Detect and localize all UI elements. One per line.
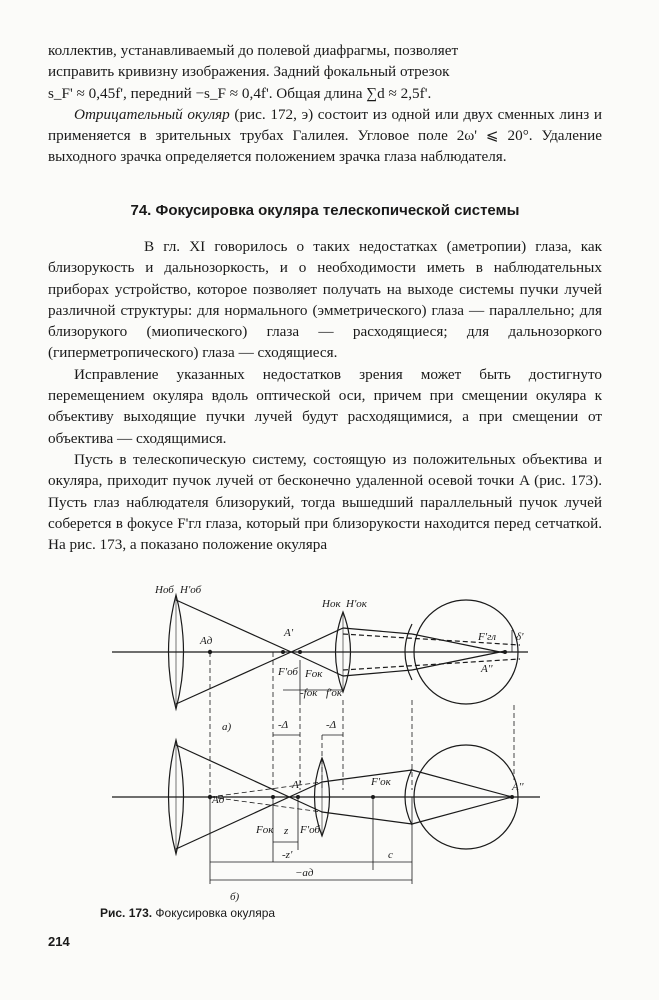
p2-text: (рис. 172, э) состоит из одной или двух сменных линз и применяется в зрительных трубах Галилея. Угловое поле 2ω' ⩽ 20°. Удаление выходного зрачка определяется положением зрачка глаза наблюдателя. xyxy=(48,105,602,166)
paragraph-5: Пусть в телескопическую систему, состоящую из положительных объектива и окуляра, приходит пучок лучей от бесконечно удаленной осевой точки A (рис. 173). Пусть глаз наблюдателя близорукий, тогда вышедший параллельный пучок лучей соберется в фокусе F'гл глаза, который при близорукости находится перед сетчаткой. На рис. 173, а показано положение окуляра xyxy=(48,450,602,554)
label-minus-f-ok: -fок xyxy=(300,687,318,699)
label-f-ok-b: Fок xyxy=(256,824,274,836)
label-z: z xyxy=(284,825,289,837)
label-h-ob-prime: H'об xyxy=(180,584,202,596)
label-diagram-b: б) xyxy=(230,891,240,903)
label-minus-z-prime: -z' xyxy=(282,849,293,861)
label-c: c xyxy=(388,849,393,861)
label-f-ok-prime: f'ок xyxy=(326,687,343,699)
label-delta-prime: δ' xyxy=(516,631,524,643)
label-f-ok-prime-b: F'ок xyxy=(371,776,391,788)
label-minus-delta-1: -Δ xyxy=(278,719,289,731)
section-heading: 74. Фокусировка окуляра телескопической системы xyxy=(130,202,520,219)
p1-line-2: исправить кривизну изображения. Задний фокальный отрезок xyxy=(48,63,450,81)
label-minus-a-d: −aд xyxy=(295,867,314,879)
paragraph-3: В гл. XI говорилось о таких недостатках (аметропии) глаза, как близорукость и дальнозоркость, и о необходимости иметь в наблюдательных приборах устройство, которое позволяет получать на выходе системы пучки лучей различной структуры: для нормального (эмметрического) глаза — параллельно; для близорукого (миопического) глаза — расходящиеся; для дальнозоркого (гиперметропического) глаза — сходящиеся. xyxy=(48,238,602,362)
label-f-gl: F'гл xyxy=(478,631,497,643)
p1-line-3: s_F' ≈ 0,45f', передний −s_F ≈ 0,4f'. Общая длина ∑d ≈ 2,5f'. xyxy=(48,84,432,102)
label-minus-delta-2: -Δ xyxy=(326,719,337,731)
label-h-ok-prime: H'ок xyxy=(346,598,367,610)
label-a-double-prime: A'' xyxy=(481,663,493,675)
label-a-prime: A' xyxy=(284,627,294,639)
label-f-ob-prime-b: F'об xyxy=(300,824,320,836)
label-a-prime-b: A' xyxy=(292,779,302,791)
label-a-d-b: Aд xyxy=(212,794,225,806)
label-h-ok: Hок xyxy=(322,598,341,610)
label-a-d: Aд xyxy=(200,635,213,647)
label-f-ok: Fок xyxy=(305,668,323,680)
caption-number: Рис. 173. xyxy=(100,906,153,920)
paragraph-4: Исправление указанных недостатков зрения может быть достигнуто перемещением окуляра вдоль оптической оси, причем при смещении окуляра к объективу выходящие пучки лучей будут расходящимися, а при смещении от объектива — сходящимися. xyxy=(48,365,602,447)
label-f-ob-prime: F'об xyxy=(278,666,298,678)
term-negative-eyepiece: Отрицательный окуляр xyxy=(74,105,230,123)
label-a-double-prime-b: A'' xyxy=(512,781,524,793)
ray-a-1 xyxy=(176,600,300,656)
p1-line-1: коллектив, устанавливаемый до полевой диафрагмы, позволяет xyxy=(48,42,459,59)
label-diagram-a: а) xyxy=(222,721,232,733)
label-h-ob: Hоб xyxy=(155,584,174,596)
page-number: 214 xyxy=(48,934,70,949)
caption-text: Фокусировка окуляра xyxy=(152,906,276,920)
figure-caption xyxy=(100,906,275,920)
